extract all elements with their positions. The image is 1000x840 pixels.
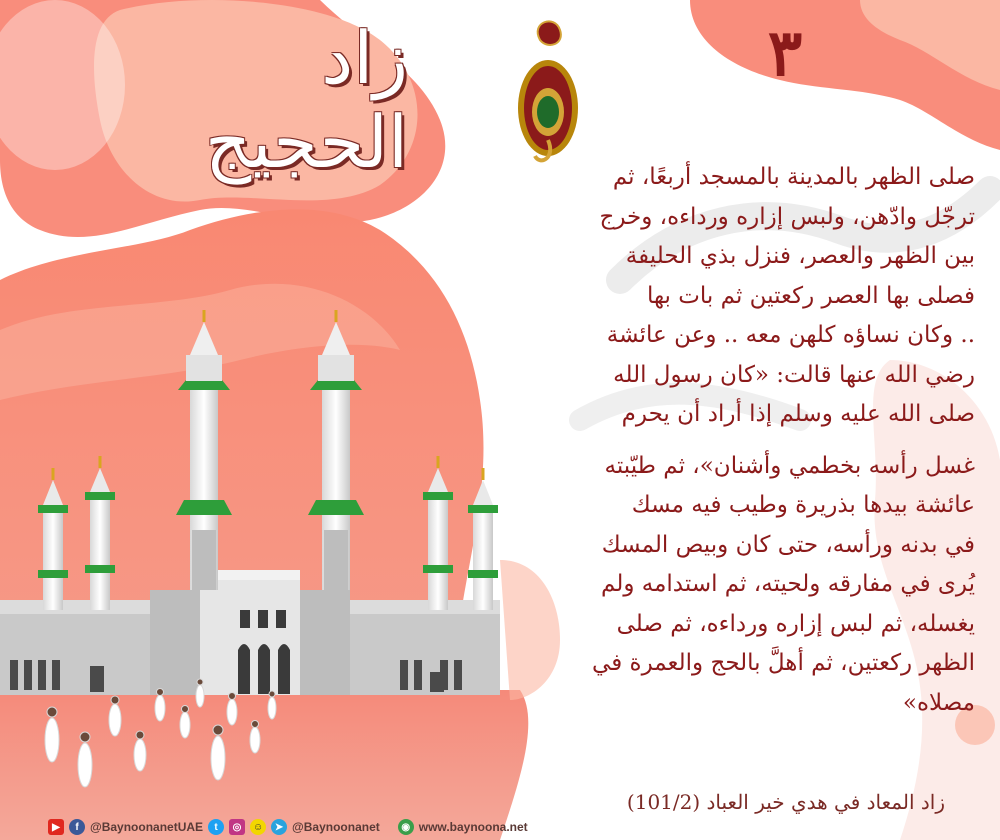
social-footer <box>48 815 528 839</box>
text-line: غسل رأسه بخطمي وأشنان»، ثم طيّبته <box>604 452 975 479</box>
card-title: زاد الحجيج <box>204 16 408 184</box>
baynoona-emblem <box>518 21 578 160</box>
text-line: ترجّل وادّهن، ولبس إزاره ورداءه، وخرج <box>599 203 975 230</box>
text-line: صلى الظهر بالمدينة بالمسجد أربعًا، ثم <box>612 164 975 190</box>
social-handle[interactable]: @Baynoonanet <box>292 820 380 834</box>
hadith-text <box>500 158 975 723</box>
instagram-icon[interactable]: ◎ <box>229 819 245 835</box>
social-handle-uae[interactable]: @BaynoonanetUAE <box>90 820 204 834</box>
text-line: عائشة بيدها بذريرة وطيب فيه مسك <box>631 492 975 518</box>
text-line: رضي الله عنها قالت: «كان رسول الله <box>613 361 975 388</box>
text-line: بين الظهر والعصر، فنزل بذي الحليفة <box>625 243 975 269</box>
snapchat-icon[interactable]: ☺ <box>250 819 266 835</box>
youtube-icon[interactable]: ▶ <box>48 819 64 835</box>
text-line: .. وكان نساؤه كلهن معه .. وعن عائشة <box>606 322 975 348</box>
text-line: يُرى في مفارقه ولحيته، ثم استدامه ولم <box>601 571 975 597</box>
text-line: فصلى بها العصر ركعتين ثم بات بها <box>646 282 975 309</box>
telegram-icon[interactable]: ➤ <box>271 819 287 835</box>
text-line: يغسله، ثم لبس إزاره ورداءه، ثم صلى <box>616 610 975 637</box>
text-line: في بدنه ورأسه، حتى كان وبيص المسك <box>601 531 975 558</box>
text-line: صلى الله عليه وسلم إذا أراد أن يحرم <box>621 401 975 427</box>
text-line: مصلاه» <box>902 689 975 716</box>
facebook-icon[interactable]: f <box>69 819 85 835</box>
card-number: ٣ <box>767 16 803 91</box>
twitter-icon[interactable]: t <box>208 819 224 835</box>
source-citation: زاد المعاد في هدي خير العباد (101/2) <box>626 790 945 814</box>
website-link[interactable]: www.baynoona.net <box>418 820 528 834</box>
web-icon[interactable]: ◉ <box>398 819 414 835</box>
text-line: الظهر ركعتين، ثم أهلَّ بالحج والعمرة في <box>592 650 975 676</box>
